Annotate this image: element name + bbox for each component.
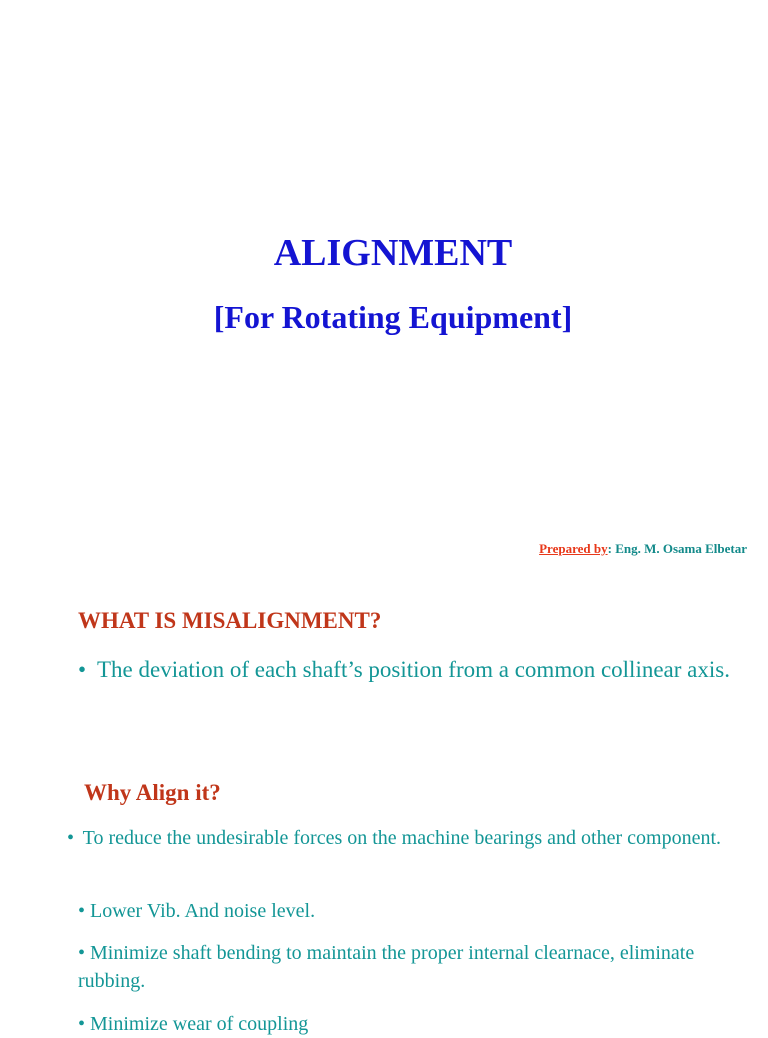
why-align-heading: Why Align it? — [84, 780, 221, 805]
reason-text: Lower Vib. And noise level. — [90, 900, 316, 922]
misalignment-heading: WHAT IS MISALIGNMENT? — [78, 608, 382, 633]
slide-subtitle: [For Rotating Equipment] — [213, 299, 573, 335]
reason-text: Minimize shaft bending to maintain the proper internal clearnace, eliminate rubbing. — [78, 942, 695, 992]
reason-item — [78, 1010, 744, 1038]
bullet-icon: • — [78, 900, 86, 922]
slide-title: ALIGNMENT — [273, 232, 513, 274]
credit-label: Prepared by — [539, 541, 608, 556]
reason-item — [78, 939, 744, 995]
credit-author: Eng. M. Osama Elbetar — [615, 541, 747, 556]
reason-text: To reduce the undesirable forces on the machine bearings and other component. — [82, 827, 721, 849]
definition-bullet — [78, 654, 768, 685]
bullet-icon: • — [78, 1013, 86, 1035]
bullet-icon: • — [78, 657, 87, 682]
credit-separator: : — [607, 541, 616, 556]
reason-item — [78, 897, 744, 925]
bullet-icon: • — [78, 942, 86, 964]
reason-text: Minimize wear of coupling — [90, 1013, 309, 1035]
author-credit — [539, 541, 747, 557]
definition-text: The deviation of each shaft’s position from a common collinear axis. — [97, 657, 730, 682]
content-slide — [0, 580, 768, 1035]
reason-item: • To reduce the undesirable forces on the machine bearings and other component. — [67, 827, 721, 849]
